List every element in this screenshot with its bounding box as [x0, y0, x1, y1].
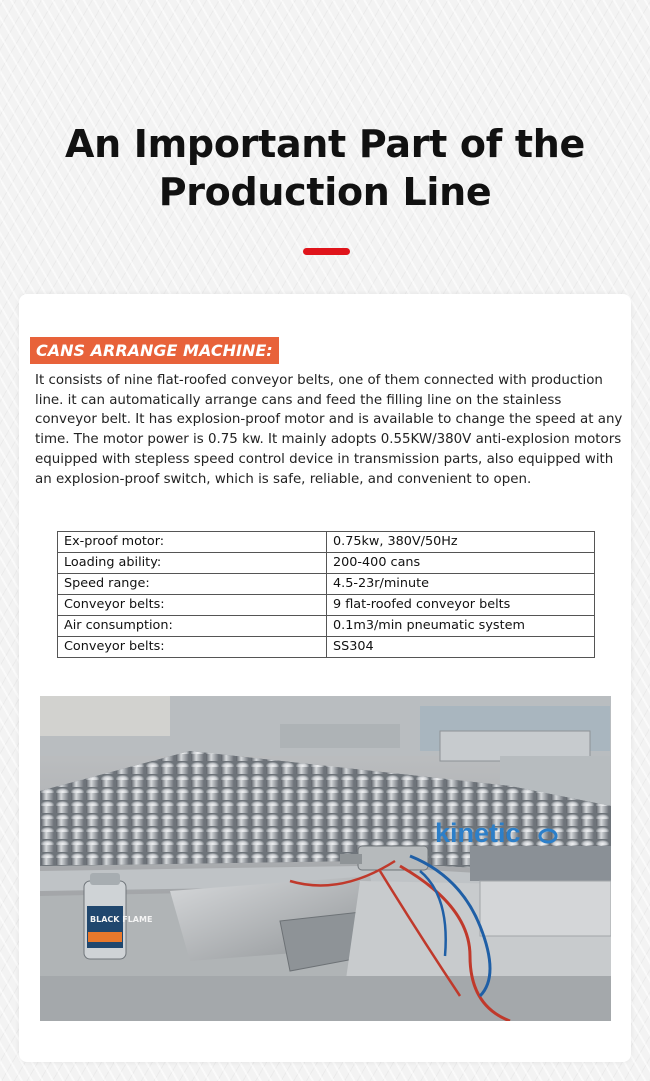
- spec-label: Conveyor belts:: [58, 637, 327, 658]
- spec-label: Loading ability:: [58, 553, 327, 574]
- title-accent-rule: [303, 248, 350, 255]
- table-row: [58, 616, 595, 637]
- spec-label: Speed range:: [58, 574, 327, 595]
- table-row: [58, 637, 595, 658]
- table-row: [58, 532, 595, 553]
- machine-photo: [40, 696, 611, 1021]
- table-row: [58, 574, 595, 595]
- title-line-2: Production Line: [158, 170, 492, 214]
- spec-value: 9 flat-roofed conveyor belts: [327, 595, 595, 616]
- title-line-1: An Important Part of the: [65, 122, 585, 166]
- table-row: [58, 595, 595, 616]
- page-title: [0, 120, 650, 216]
- spec-value: 200-400 cans: [327, 553, 595, 574]
- can-label: BLACK FLAME: [90, 915, 153, 924]
- section-description: It consists of nine flat-roofed conveyor belts, one of them connected with production line. it can automatically arrange cans and feed the filling line on the stainless conveyor belt. It has explosion-proof motor and is available to change the speed at any time. The motor power is 0.75 kw. It mainly adopts 0.55KW/380V anti-explosion motors equipped with stepless speed control device in transmission parts, also equipped with an explosion-proof switch, which is safe, reliable, and convenient to open.: [35, 373, 623, 487]
- spec-value: 0.1m3/min pneumatic system: [327, 616, 595, 637]
- spec-label: Air consumption:: [58, 616, 327, 637]
- spec-value: 4.5-23r/minute: [327, 574, 595, 595]
- machine-illustration: [40, 696, 611, 1021]
- table-row: [58, 553, 595, 574]
- brand-text: kinetic: [435, 818, 521, 848]
- spec-label: Ex-proof motor:: [58, 532, 327, 553]
- spec-label: Conveyor belts:: [58, 595, 327, 616]
- section-tag: CANS ARRANGE MACHINE:: [30, 337, 279, 364]
- spec-value: 0.75kw, 380V/50Hz: [327, 532, 595, 553]
- spec-value: SS304: [327, 637, 595, 658]
- spec-table: [57, 531, 595, 658]
